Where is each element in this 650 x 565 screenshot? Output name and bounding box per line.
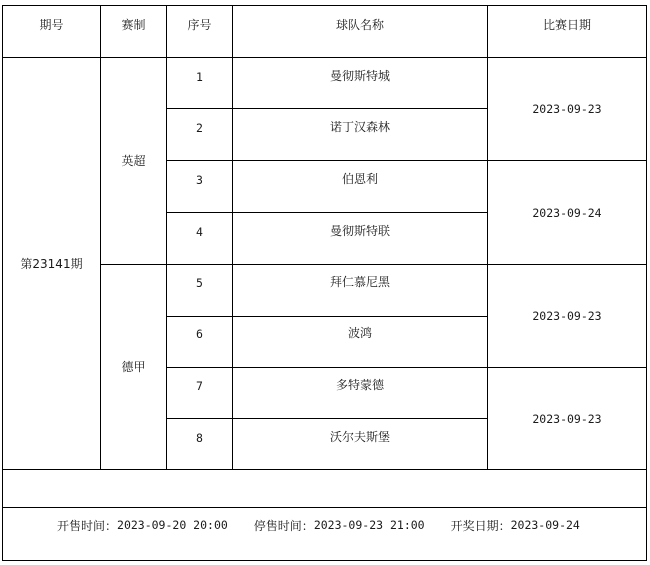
- team-name: 沃尔夫斯堡: [329, 430, 390, 444]
- seq-cell: 3: [196, 173, 203, 187]
- league-premier-league: 英超: [121, 154, 146, 168]
- row-divider: [166, 418, 488, 419]
- header-period: 期号: [39, 18, 64, 32]
- match-date: 2023-09-23: [532, 102, 602, 116]
- row-divider: [166, 316, 488, 317]
- seq-cell: 7: [196, 379, 203, 393]
- header-team: 球队名称: [335, 18, 384, 32]
- team-name: 曼彻斯特城: [329, 69, 390, 83]
- row-divider: [166, 108, 232, 109]
- sale-info-footer: [3, 510, 646, 540]
- header-date: 比赛日期: [542, 18, 591, 32]
- sale-end-label: 停售时间：: [253, 518, 314, 533]
- sale-end-value: 2023-09-23 21:00: [313, 518, 425, 532]
- seq-cell: 5: [196, 276, 203, 290]
- sale-start-label: 开售时间：: [57, 518, 118, 533]
- draw-date-label: 开奖日期：: [450, 518, 511, 533]
- match-date: 2023-09-23: [532, 411, 602, 426]
- match-date: 2023-09-24: [532, 205, 602, 220]
- sale-start-value: 2023-09-20 20:00: [117, 518, 228, 532]
- team-name: 诺丁汉森林: [329, 120, 390, 134]
- seq-cell: 8: [196, 431, 203, 445]
- team-name: 曼彻斯特联: [329, 224, 390, 238]
- period-cell: 第23141期: [20, 256, 83, 271]
- match-date: 2023-09-23: [532, 309, 602, 323]
- team-name: 波鸿: [347, 326, 372, 340]
- draw-date-value: 2023-09-24: [510, 518, 580, 532]
- row-divider: [232, 108, 488, 109]
- league-bundesliga: 德甲: [121, 360, 146, 374]
- team-name: 多特蒙德: [335, 378, 384, 392]
- row-divider: [166, 212, 488, 213]
- seq-cell: 6: [196, 327, 203, 341]
- seq-cell: 1: [196, 70, 203, 84]
- seq-cell: 2: [196, 121, 203, 135]
- team-name: 伯恩利: [341, 172, 378, 186]
- seq-cell: 4: [196, 225, 203, 239]
- header-league: 赛制: [121, 18, 146, 32]
- header-seq: 序号: [187, 18, 212, 32]
- footer-divider: [3, 507, 647, 508]
- team-name: 拜仁慕尼黑: [329, 275, 390, 289]
